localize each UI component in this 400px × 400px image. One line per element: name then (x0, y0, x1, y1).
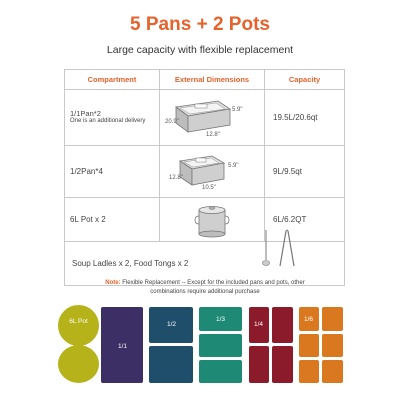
full-pan-illustration (162, 95, 262, 141)
capacity-cell: 19.5L/20.6qt (265, 90, 345, 146)
pan-1-6 (322, 307, 343, 331)
pan-1-3 (199, 307, 242, 331)
pan-label-1-1: 1/1 (118, 343, 128, 350)
note-line-2: combinations require additional purchase (150, 288, 260, 295)
pan-label-1-2: 1/2 (167, 321, 177, 328)
pan-label-1-6: 1/6 (304, 316, 314, 323)
header-dimensions: External Dimensions (160, 70, 265, 90)
half-pan-illustration (162, 149, 262, 195)
pan-1-4 (272, 307, 293, 343)
full-pan-icon (166, 95, 236, 141)
compartment-cell (65, 90, 160, 146)
half-pan-icon (166, 149, 239, 195)
header-compartment: Compartment (65, 70, 160, 90)
pan-1-3 (199, 334, 242, 357)
pan-label-1-4: 1/4 (254, 321, 264, 328)
pan-1-6 (322, 334, 343, 357)
dimension-cell (160, 90, 265, 146)
pan-1-6 (299, 334, 319, 357)
pan-1-3 (199, 360, 242, 383)
pan-1-6 (322, 360, 343, 383)
page-title: 5 Pans + 2 Pots (130, 14, 270, 35)
pot-icon (162, 200, 262, 240)
pan-label-1-3: 1/3 (216, 316, 226, 323)
note-text (60, 279, 350, 296)
dimension-height: 5.9" (228, 162, 239, 169)
dimension-height: 5.9" (232, 106, 243, 113)
header-capacity: Capacity (265, 70, 345, 90)
dimension-width: 12.8" (206, 131, 220, 138)
table-row (65, 146, 345, 198)
capacity-cell: 6L/6.2QT (265, 198, 345, 242)
compartment-cell: 1/2Pan*4 (65, 146, 160, 198)
dimension-length: 20.9" (165, 118, 179, 125)
capacity-cell: 9L/9.5qt (265, 146, 345, 198)
compartment-cell: 6L Pot x 2 (65, 198, 160, 242)
table-header-row (65, 70, 345, 90)
ladle-tongs-icon (258, 229, 298, 269)
table-row (65, 90, 345, 146)
pan-1-4 (272, 346, 293, 383)
compartment-note: One is an additional delivery (70, 118, 146, 125)
table-row (65, 198, 345, 242)
accessories-cell: Soup Ladles x 2, Food Tongs x 2 (65, 242, 345, 286)
note-line-1: Flexible Replacement -- Except for the included pans and pots, other (122, 280, 305, 286)
pan-1-6 (299, 360, 319, 383)
pan-1-2 (149, 346, 193, 383)
spec-table (64, 69, 345, 286)
dimension-width: 10.5" (202, 184, 216, 191)
compartment-label: 1/1Pan*2 (70, 109, 101, 119)
pan-1-1 (101, 307, 143, 383)
pan-1-4 (249, 307, 269, 343)
page-subtitle: Large capacity with flexible replacement (106, 44, 294, 56)
pan-1-4 (249, 346, 269, 383)
dimension-cell (160, 198, 265, 242)
pan-1-6 (299, 307, 319, 331)
pot-circle (58, 305, 99, 346)
dimension-cell (160, 146, 265, 198)
pot-circle (58, 345, 99, 383)
dimension-length: 12.8" (169, 174, 183, 181)
note-label: Note: (105, 280, 121, 286)
pot-label: 6L Pot (69, 318, 88, 325)
pan-1-2 (149, 307, 193, 343)
